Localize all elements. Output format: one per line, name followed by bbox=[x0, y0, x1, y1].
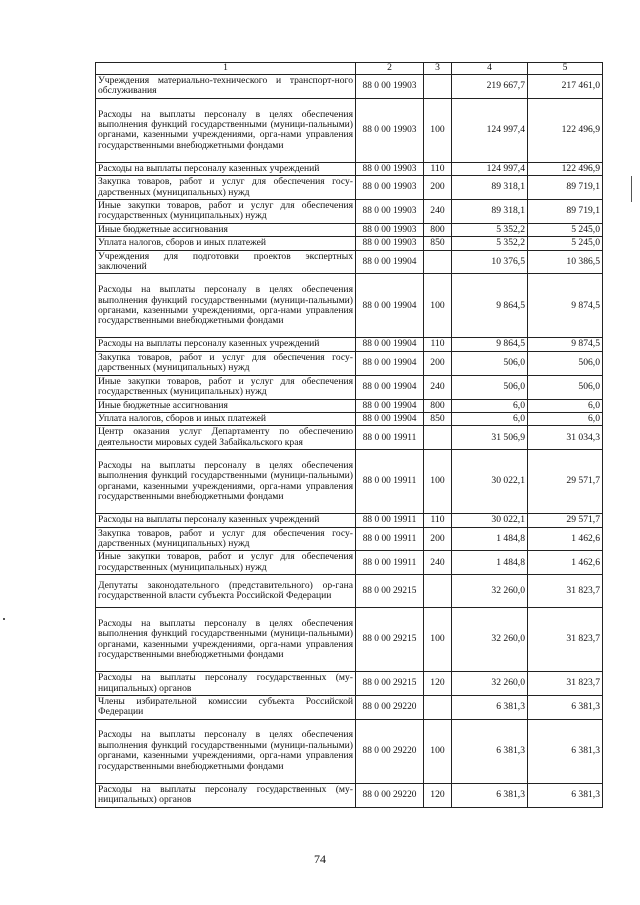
row-sum-year2: 122 496,9 bbox=[528, 162, 603, 175]
table-row bbox=[96, 514, 603, 527]
row-expense-type: 240 bbox=[424, 200, 452, 224]
table-row bbox=[96, 375, 603, 399]
row-sum-year1: 506,0 bbox=[452, 351, 528, 375]
row-code: 88 0 00 19904 bbox=[356, 375, 424, 399]
row-sum-year1: 32 260,0 bbox=[452, 575, 528, 608]
table-row bbox=[96, 338, 603, 351]
row-code: 88 0 00 19904 bbox=[356, 250, 424, 274]
column-header-sum1: 4 bbox=[452, 63, 528, 75]
column-header-code: 2 bbox=[356, 63, 424, 75]
row-sum-year1: 506,0 bbox=[452, 375, 528, 399]
row-sum-year1: 6,0 bbox=[452, 412, 528, 425]
table-row bbox=[96, 200, 603, 224]
row-name: Учреждения для подготовки проектов экспертных заключений bbox=[96, 250, 356, 274]
row-name: Расходы на выплаты персоналу в целях обеспечения выполнения функций государственными (муници-пальными) органами, казенными учреждениями, орга-нами управления государственными внебюджетными фондами bbox=[96, 98, 356, 162]
row-sum-year1: 89 318,1 bbox=[452, 176, 528, 200]
table-row bbox=[96, 351, 603, 375]
row-name: Уплата налогов, сборов и иных платежей bbox=[96, 412, 356, 425]
table-row bbox=[96, 783, 603, 807]
row-expense-type: 850 bbox=[424, 412, 452, 425]
row-sum-year2: 6 381,3 bbox=[528, 695, 603, 719]
row-name: Расходы на выплаты персоналу в целях обеспечения выполнения функций государственными (муници-пальными) органами, казенными учреждениями, орга-нами управления государственными внебюджетными фондами bbox=[96, 450, 356, 514]
row-code: 88 0 00 19904 bbox=[356, 338, 424, 351]
row-code: 88 0 00 29215 bbox=[356, 575, 424, 608]
row-sum-year1: 1 484,8 bbox=[452, 527, 528, 551]
table-row bbox=[96, 719, 603, 783]
row-expense-type: 120 bbox=[424, 672, 452, 696]
row-sum-year2: 31 823,7 bbox=[528, 608, 603, 672]
row-sum-year1: 124 997,4 bbox=[452, 98, 528, 162]
row-code: 88 0 00 19903 bbox=[356, 237, 424, 250]
row-sum-year1: 219 667,7 bbox=[452, 75, 528, 99]
row-name: Расходы на выплаты персоналу государственных (му-ниципальных) органов bbox=[96, 672, 356, 696]
table-body bbox=[96, 75, 603, 808]
row-code: 88 0 00 19911 bbox=[356, 551, 424, 575]
table-row bbox=[96, 412, 603, 425]
row-sum-year1: 30 022,1 bbox=[452, 450, 528, 514]
row-sum-year1: 31 506,9 bbox=[452, 426, 528, 450]
row-name: Иные закупки товаров, работ и услуг для обеспечения государственных (муниципальных) нужд bbox=[96, 200, 356, 224]
row-sum-year1: 9 864,5 bbox=[452, 274, 528, 338]
row-code: 88 0 00 19904 bbox=[356, 274, 424, 338]
table-row bbox=[96, 608, 603, 672]
row-name: Уплата налогов, сборов и иных платежей bbox=[96, 237, 356, 250]
table-header-row bbox=[96, 63, 603, 75]
row-expense-type: 240 bbox=[424, 551, 452, 575]
row-expense-type: 100 bbox=[424, 274, 452, 338]
table-row bbox=[96, 695, 603, 719]
row-sum-year2: 9 874,5 bbox=[528, 338, 603, 351]
row-code: 88 0 00 29220 bbox=[356, 695, 424, 719]
row-sum-year2: 1 462,6 bbox=[528, 551, 603, 575]
row-expense-type bbox=[424, 75, 452, 99]
row-code: 88 0 00 19903 bbox=[356, 223, 424, 236]
row-sum-year2: 9 874,5 bbox=[528, 274, 603, 338]
row-sum-year2: 29 571,7 bbox=[528, 450, 603, 514]
row-expense-type bbox=[424, 695, 452, 719]
row-name: Иные бюджетные ассигнования bbox=[96, 223, 356, 236]
row-name: Закупка товаров, работ и услуг для обеспечения госу-дарственных (муниципальных) нужд bbox=[96, 527, 356, 551]
scan-speck bbox=[631, 176, 632, 202]
row-name: Иные закупки товаров, работ и услуг для обеспечения государственных (муниципальных) нужд bbox=[96, 551, 356, 575]
row-expense-type: 200 bbox=[424, 176, 452, 200]
table-row bbox=[96, 551, 603, 575]
row-sum-year2: 5 245,0 bbox=[528, 223, 603, 236]
column-header-sum2: 5 bbox=[528, 63, 603, 75]
row-expense-type bbox=[424, 426, 452, 450]
row-name: Расходы на выплаты персоналу в целях обеспечения выполнения функций государственными (муници-пальными) органами, казенными учреждениями, орга-нами управления государственными внебюджетными фондами bbox=[96, 274, 356, 338]
row-sum-year2: 31 034,3 bbox=[528, 426, 603, 450]
table-row bbox=[96, 75, 603, 99]
table-row bbox=[96, 162, 603, 175]
row-sum-year1: 6 381,3 bbox=[452, 695, 528, 719]
row-code: 88 0 00 19903 bbox=[356, 75, 424, 99]
row-code: 88 0 00 19903 bbox=[356, 162, 424, 175]
row-name: Расходы на выплаты персоналу в целях обеспечения выполнения функций государственными (муници-пальными) органами, казенными учреждениями, орга-нами управления государственными внебюджетными фондами bbox=[96, 608, 356, 672]
row-sum-year2: 6 381,3 bbox=[528, 783, 603, 807]
row-expense-type: 240 bbox=[424, 375, 452, 399]
row-sum-year2: 217 461,0 bbox=[528, 75, 603, 99]
row-code: 88 0 00 29220 bbox=[356, 783, 424, 807]
row-code: 88 0 00 19904 bbox=[356, 412, 424, 425]
row-expense-type: 110 bbox=[424, 338, 452, 351]
table-row bbox=[96, 223, 603, 236]
row-expense-type: 200 bbox=[424, 351, 452, 375]
row-sum-year1: 5 352,2 bbox=[452, 237, 528, 250]
row-expense-type: 800 bbox=[424, 399, 452, 412]
row-sum-year1: 32 260,0 bbox=[452, 672, 528, 696]
row-sum-year1: 124 997,4 bbox=[452, 162, 528, 175]
table-row bbox=[96, 274, 603, 338]
row-sum-year2: 89 719,1 bbox=[528, 200, 603, 224]
table-row bbox=[96, 450, 603, 514]
row-sum-year1: 6,0 bbox=[452, 399, 528, 412]
row-expense-type: 850 bbox=[424, 237, 452, 250]
row-name: Закупка товаров, работ и услуг для обеспечения госу-дарственных (муниципальных) нужд bbox=[96, 351, 356, 375]
row-sum-year1: 32 260,0 bbox=[452, 608, 528, 672]
row-name: Расходы на выплаты персоналу казенных учреждений bbox=[96, 162, 356, 175]
row-sum-year1: 30 022,1 bbox=[452, 514, 528, 527]
row-expense-type bbox=[424, 250, 452, 274]
table-row bbox=[96, 98, 603, 162]
row-sum-year2: 506,0 bbox=[528, 351, 603, 375]
table-row bbox=[96, 426, 603, 450]
row-sum-year2: 10 386,5 bbox=[528, 250, 603, 274]
row-code: 88 0 00 19903 bbox=[356, 98, 424, 162]
row-sum-year1: 1 484,8 bbox=[452, 551, 528, 575]
row-code: 88 0 00 29220 bbox=[356, 719, 424, 783]
row-sum-year1: 5 352,2 bbox=[452, 223, 528, 236]
row-code: 88 0 00 19911 bbox=[356, 450, 424, 514]
row-name: Иные бюджетные ассигнования bbox=[96, 399, 356, 412]
row-sum-year2: 1 462,6 bbox=[528, 527, 603, 551]
row-name: Расходы на выплаты персоналу казенных учреждений bbox=[96, 514, 356, 527]
row-name: Члены избирательной комиссии субъекта Российской Федерации bbox=[96, 695, 356, 719]
row-expense-type: 100 bbox=[424, 450, 452, 514]
row-expense-type: 100 bbox=[424, 98, 452, 162]
row-sum-year2: 506,0 bbox=[528, 375, 603, 399]
row-expense-type: 120 bbox=[424, 783, 452, 807]
table-row bbox=[96, 176, 603, 200]
row-sum-year2: 6,0 bbox=[528, 399, 603, 412]
column-header-vr: 3 bbox=[424, 63, 452, 75]
row-sum-year2: 122 496,9 bbox=[528, 98, 603, 162]
table-row bbox=[96, 399, 603, 412]
row-expense-type: 110 bbox=[424, 514, 452, 527]
row-sum-year2: 5 245,0 bbox=[528, 237, 603, 250]
table-row bbox=[96, 672, 603, 696]
row-expense-type: 100 bbox=[424, 719, 452, 783]
row-sum-year1: 9 864,5 bbox=[452, 338, 528, 351]
row-expense-type: 800 bbox=[424, 223, 452, 236]
row-sum-year2: 89 719,1 bbox=[528, 176, 603, 200]
table-row bbox=[96, 250, 603, 274]
row-code: 88 0 00 29215 bbox=[356, 608, 424, 672]
row-name: Депутаты законодательного (представительного) ор-гана государственной власти субъекта Российской Федерации bbox=[96, 575, 356, 608]
row-code: 88 0 00 19911 bbox=[356, 426, 424, 450]
row-sum-year1: 10 376,5 bbox=[452, 250, 528, 274]
row-code: 88 0 00 29215 bbox=[356, 672, 424, 696]
table-row bbox=[96, 575, 603, 608]
row-expense-type: 100 bbox=[424, 608, 452, 672]
row-sum-year1: 6 381,3 bbox=[452, 783, 528, 807]
row-name: Закупка товаров, работ и услуг для обеспечения госу-дарственных (муниципальных) нужд bbox=[96, 176, 356, 200]
row-code: 88 0 00 19903 bbox=[356, 200, 424, 224]
table-row bbox=[96, 237, 603, 250]
row-expense-type bbox=[424, 575, 452, 608]
row-name: Иные закупки товаров, работ и услуг для обеспечения государственных (муниципальных) нужд bbox=[96, 375, 356, 399]
row-code: 88 0 00 19903 bbox=[356, 176, 424, 200]
row-sum-year2: 31 823,7 bbox=[528, 672, 603, 696]
row-name: Расходы на выплаты персоналу в целях обеспечения выполнения функций государственными (муници-пальными) органами, казенными учреждениями, орга-нами управления государственными внебюджетными фондами bbox=[96, 719, 356, 783]
row-name: Центр оказания услуг Департаменту по обеспечению деятельности мировых судей Забайкальского края bbox=[96, 426, 356, 450]
row-sum-year2: 6 381,3 bbox=[528, 719, 603, 783]
row-code: 88 0 00 19904 bbox=[356, 351, 424, 375]
column-header-name: 1 bbox=[96, 63, 356, 75]
row-expense-type: 110 bbox=[424, 162, 452, 175]
table-row bbox=[96, 527, 603, 551]
row-sum-year1: 89 318,1 bbox=[452, 200, 528, 224]
row-code: 88 0 00 19911 bbox=[356, 527, 424, 551]
row-sum-year2: 6,0 bbox=[528, 412, 603, 425]
row-sum-year1: 6 381,3 bbox=[452, 719, 528, 783]
row-name: Расходы на выплаты персоналу казенных учреждений bbox=[96, 338, 356, 351]
budget-table bbox=[95, 62, 603, 808]
row-code: 88 0 00 19904 bbox=[356, 399, 424, 412]
row-expense-type: 200 bbox=[424, 527, 452, 551]
page-number: 74 bbox=[314, 852, 326, 866]
scan-speck bbox=[3, 618, 5, 620]
row-name: Расходы на выплаты персоналу государственных (му-ниципальных) органов bbox=[96, 783, 356, 807]
row-sum-year2: 31 823,7 bbox=[528, 575, 603, 608]
row-name: Учреждения материально-технического и транспорт-ного обслуживания bbox=[96, 75, 356, 99]
row-code: 88 0 00 19911 bbox=[356, 514, 424, 527]
row-sum-year2: 29 571,7 bbox=[528, 514, 603, 527]
